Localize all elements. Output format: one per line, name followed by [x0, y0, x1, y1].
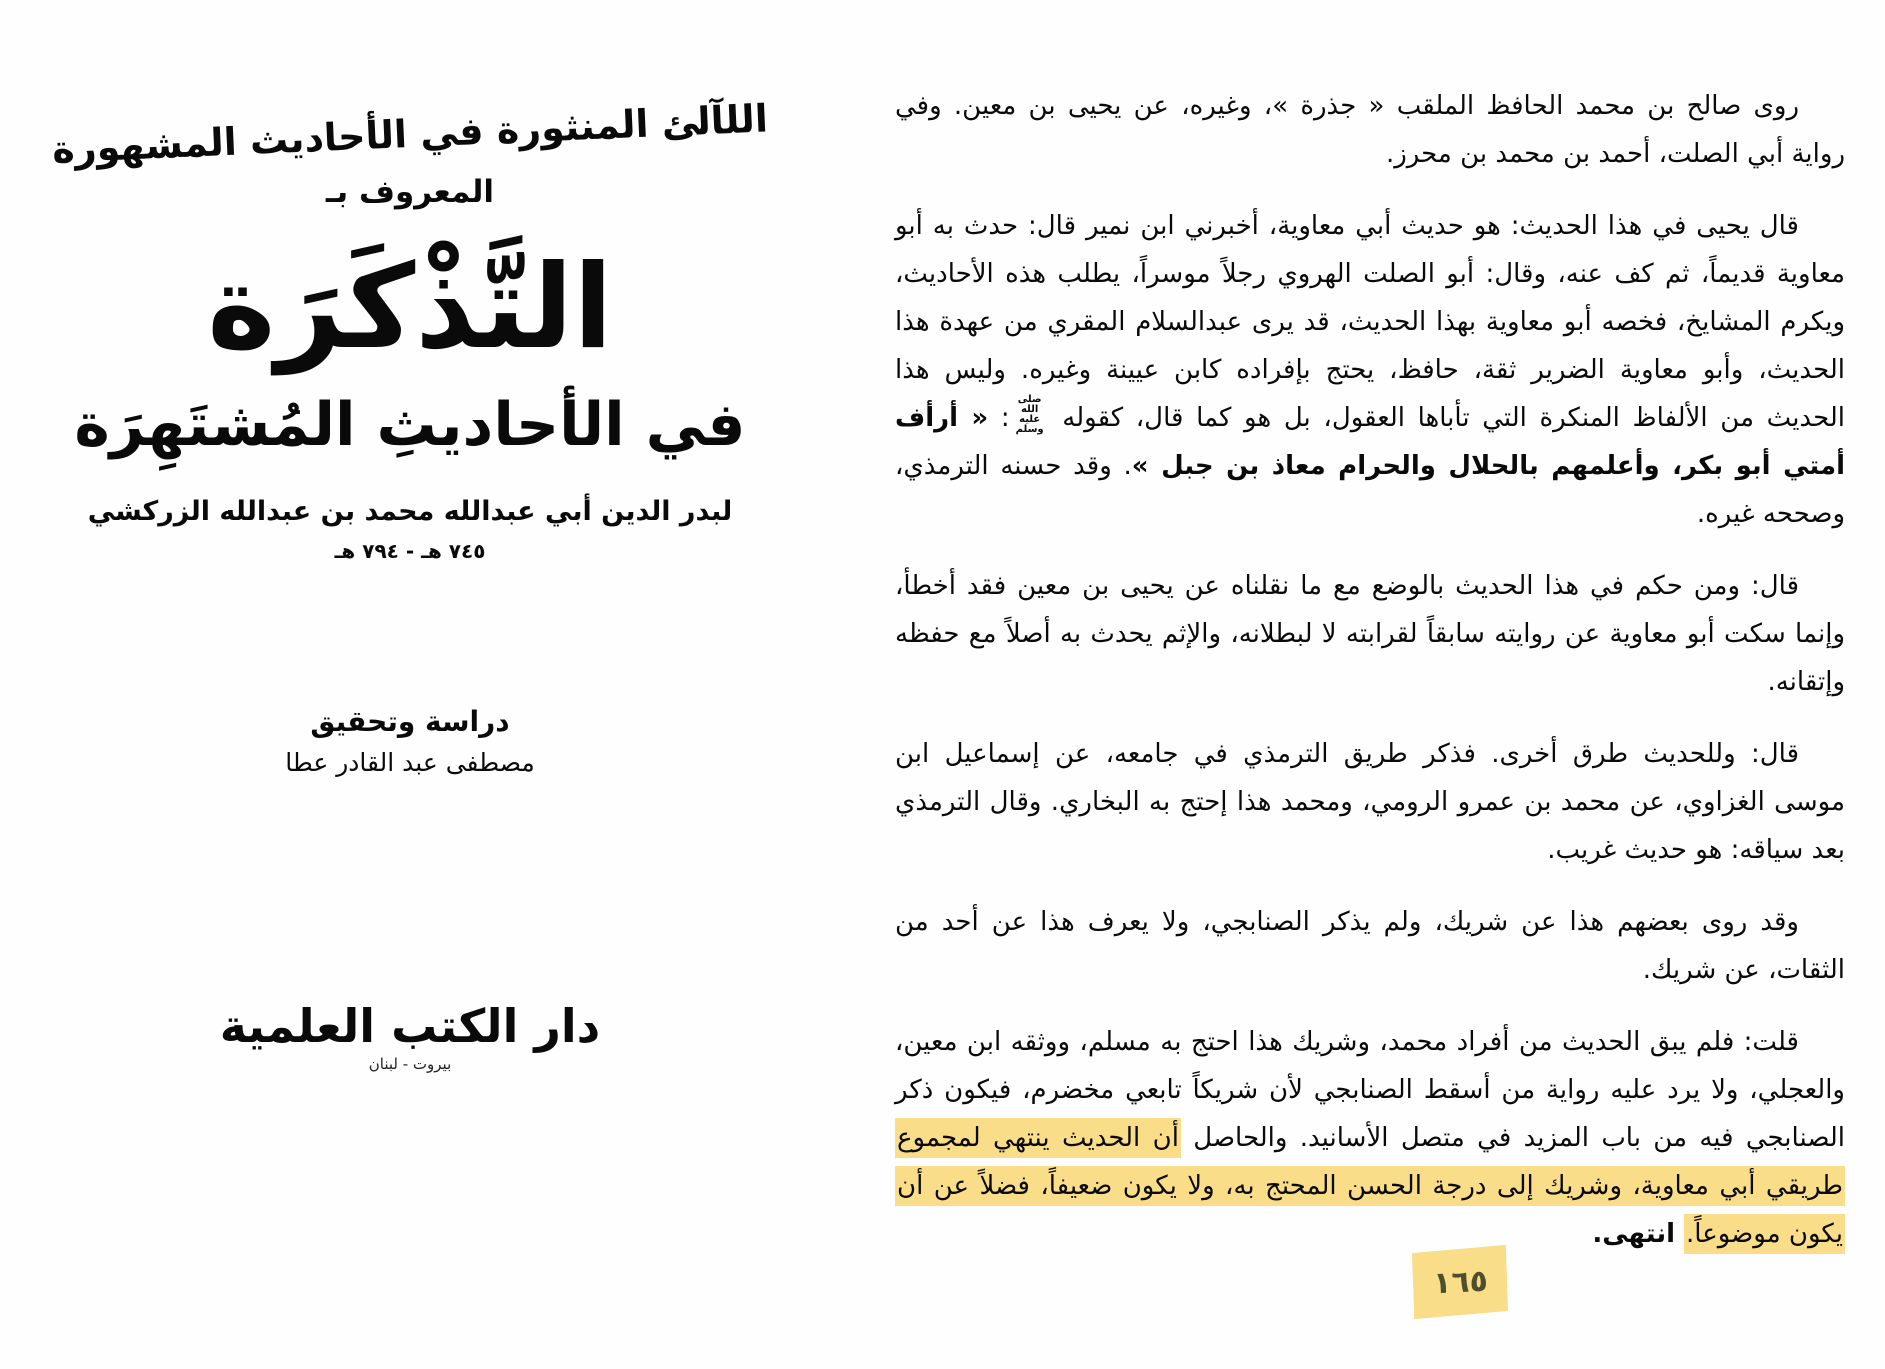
book-subtitle: في الأحاديثِ المُشتَهِرَة — [74, 389, 746, 460]
paragraph-text: قال: وللحديث طرق أخرى. فذكر طريق الترمذي في جامعه، عن إسماعيل ابن موسى الغزاوي، عن محمد بن عمرو الرومي، ومحمد هذا إحتج به البخاري. وقال الترمذي بعد سياقه: هو حديث غريب. — [895, 739, 1845, 865]
book-main-title: التَّذْكَرَة — [207, 240, 613, 375]
highlighted-conclusion: أن الحديث ينتهي لمجموع طريقي أبي معاوية، وشريك إلى درجة الحسن المحتج به، ولا يكون ضعيفاً، فضلاً عن أن يكون موضوعاً. — [895, 1118, 1845, 1254]
paragraph-text: قلت: فلم يبق الحديث من أفراد محمد، وشريك هذا احتج به مسلم، ووثقه ابن معين، والعجلي، ولا يرد عليه رواية من أسقط الصنابجي لأن شريكاً تابعي مخضرم، فيكون ذكر الصنابجي فيه من باب المزيد في متصل الأسانيد. والحاصل — [895, 1027, 1846, 1153]
paragraph-text: قال: ومن حكم في هذا الحديث بالوضع مع ما نقلناه عن يحيى بن معين فقد أخطأ، وإنما سكت أبو معاوية عن روايته سابقاً لقرابته لا لبطلانه، والإثم يحدث به أصلاً مع حفظه وإتقانه. — [895, 571, 1845, 697]
paragraph-text: . وقد حسنه الترمذي، وصححه غيره. — [895, 451, 1845, 529]
publisher-logo: دار الكتب العلمية — [219, 998, 601, 1053]
title-page — [0, 0, 880, 1369]
paragraph-text: : — [988, 403, 1010, 433]
paragraph — [895, 82, 1845, 178]
text-page — [895, 82, 1845, 1282]
paragraph-text: وقد روى بعضهم هذا عن شريك، ولم يذكر الصنابجي، ولا يعرف هذا عن أحد من الثقات، عن شريك. — [895, 907, 1845, 985]
intaha-bold: انتهى. — [1592, 1219, 1685, 1249]
author-dates: ٧٤٥ هـ - ٧٩٤ هـ — [334, 538, 486, 563]
page-number: ١٦٥ — [1432, 1263, 1488, 1301]
editor-name: مصطفى عبد القادر عطا — [285, 747, 535, 777]
author-name: لبدر الدين أبي عبدالله محمد بن عبدالله الزركشي — [87, 495, 733, 527]
paragraph — [895, 898, 1845, 994]
page-number-highlight — [1412, 1245, 1508, 1319]
series-title: اللآلئ المنثورة في الأحاديث المشهورة — [51, 96, 769, 172]
paragraph — [895, 730, 1845, 874]
paragraph-text: قال يحيى في هذا الحديث: هو حديث أبي معاوية، أخبرني ابن نمير قال: حدث به أبو معاوية قديماً، ثم كف عنه، وقال: أبو الصلت الهروي رجلاً موسراً، يطلب هذه الأحاديث، ويكرم المشايخ، فخصه أبو معاوية بهذا الحديث، قد يرى عبدالسلام المقري من عهدة هذا الحديث، وأبو معاوية الضرير ثقة، حافظ، يحتج بإفراده كابن عيينة وغيره. وليس هذا الحديث من الألفاظ المنكرة التي تأباها العقول، بل هو كما قال، كقوله — [895, 211, 1846, 433]
hadith-quote-bold: « أرأف أمتي أبو بكر، وأعلمهم بالحلال والحرام معاذ بن جبل » — [895, 403, 1846, 481]
paragraph-text: روى صالح بن محمد الحافظ الملقب « جذرة »، وغيره، عن يحيى بن معين. وفي رواية أبي الصلت، أحمد بن محمد بن محرز. — [895, 91, 1845, 169]
paragraph — [895, 1018, 1845, 1258]
known-as-label: المعروف بـ — [325, 174, 495, 210]
paragraph — [895, 562, 1845, 706]
paragraph — [895, 202, 1845, 538]
publisher-location: بيروت - لبنان — [368, 1054, 452, 1073]
honorific-seal: صلى الله عليه وسلم — [1015, 394, 1044, 435]
title-block — [0, 96, 880, 1073]
study-editing-label: دراسة وتحقيق — [310, 704, 510, 738]
